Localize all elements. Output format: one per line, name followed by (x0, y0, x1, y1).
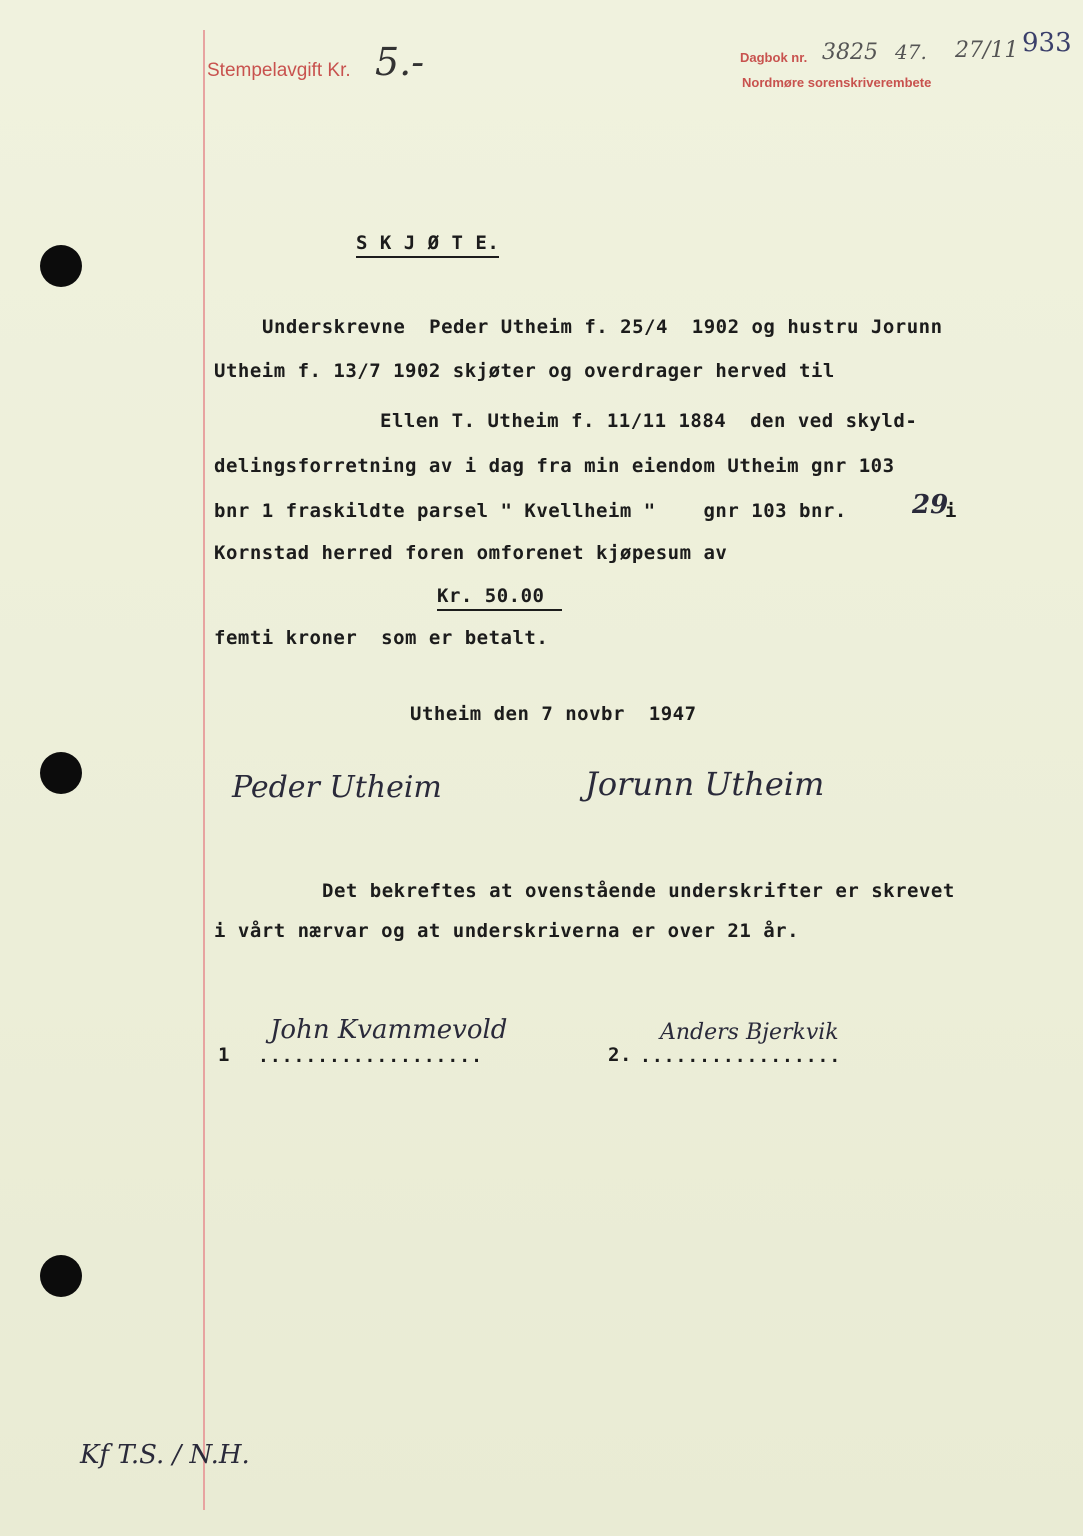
punch-hole-top (40, 245, 82, 287)
witness-statement-line-2: i vårt nærvar og at underskriverna er over 21 år. (214, 920, 800, 942)
journal-year: 47. (895, 40, 927, 64)
page-number: 933 (1022, 28, 1072, 58)
bnr-handwritten: 29 (912, 490, 949, 520)
body-line-3: Ellen T. Utheim f. 11/11 1884 den ved skyld- (380, 410, 918, 432)
body-line-5: bnr 1 fraskildte parsel " Kvellheim " gnr 103 bnr. (214, 500, 847, 522)
signature-peder-utheim: Peder Utheim (232, 770, 442, 805)
body-line-6: Kornstad herred foren omforenet kjøpesum av (214, 542, 728, 564)
journal-label: Dagbok nr. (740, 50, 808, 65)
stamp-duty-label: Stempelavgift Kr. (207, 60, 351, 81)
document-title: S K J Ø T E. (356, 232, 499, 258)
signature-witness-1: John Kvammevold (270, 1015, 508, 1045)
clerk-footnote: Kf T.S. / N.H. (80, 1440, 250, 1470)
witness-dots-1: ................... (258, 1046, 483, 1067)
journal-number: 3825 (822, 40, 878, 65)
punch-hole-bottom (40, 1255, 82, 1297)
margin-rule (203, 30, 205, 1510)
witness-label-2: 2. (608, 1044, 632, 1066)
amount-in-words: femti kroner som er betalt. (214, 627, 549, 649)
signature-witness-2: Anders Bjerkvik (660, 1020, 839, 1045)
witness-label-1: 1 (218, 1044, 230, 1066)
bnr-suffix: i (945, 500, 957, 522)
body-line-4: delingsforretning av i dag fra min eiendom Utheim gnr 103 (214, 455, 895, 477)
body-line-1: Underskrevne Peder Utheim f. 25/4 1902 og hustru Jorunn (262, 316, 943, 338)
witness-statement-line-1: Det bekreftes at ovenstående underskrifter er skrevet (322, 880, 955, 902)
purchase-amount: Kr. 50.00 (437, 585, 562, 611)
signature-jorunn-utheim: Jorunn Utheim (585, 765, 825, 803)
place-and-date: Utheim den 7 novbr 1947 (410, 703, 697, 725)
punch-hole-middle (40, 752, 82, 794)
body-line-2: Utheim f. 13/7 1902 skjøter og overdrager herved til (214, 360, 835, 382)
office-name: Nordmøre sorenskriverembete (742, 75, 932, 90)
witness-dots-2: ................. (640, 1046, 842, 1067)
journal-date: 27/11 (955, 38, 1019, 63)
stamp-duty-amount: 5.- (375, 40, 425, 84)
